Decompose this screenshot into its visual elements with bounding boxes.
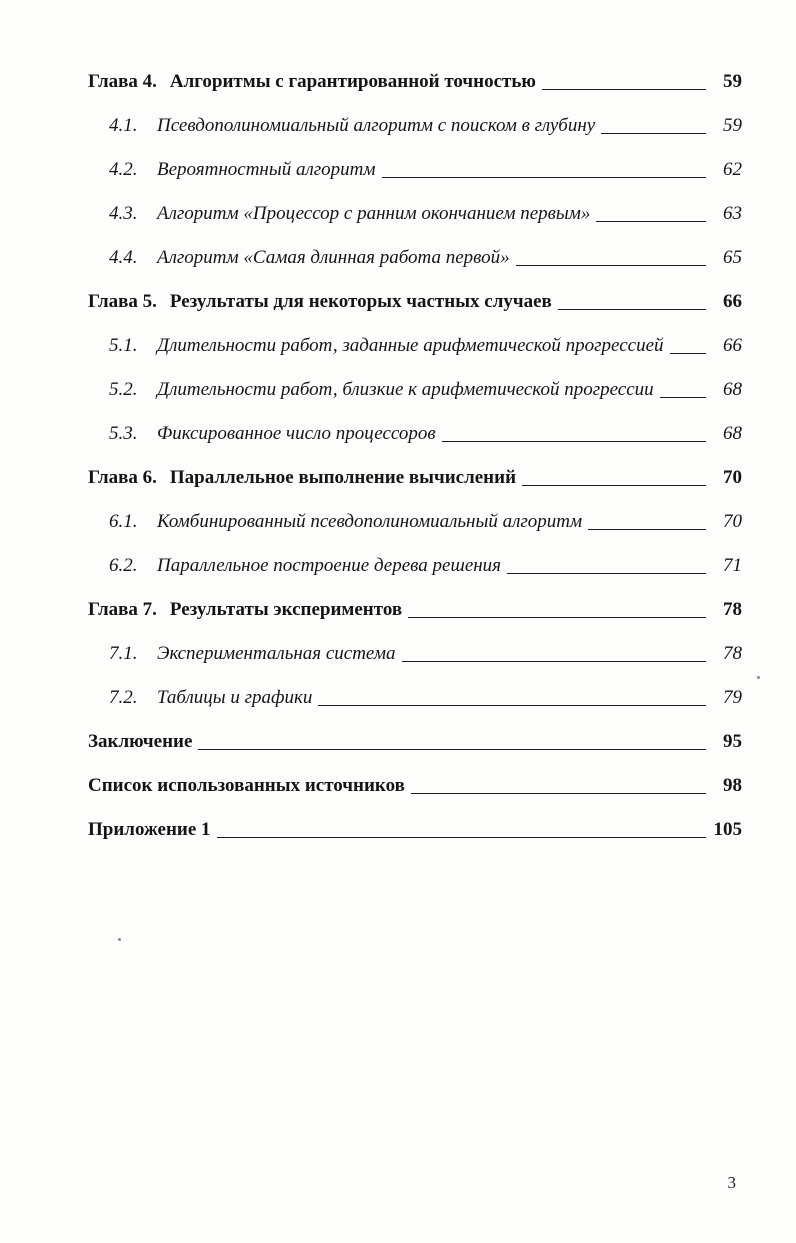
toc-entry-number: 5.3.	[109, 423, 138, 444]
toc-leader-line	[442, 441, 706, 442]
toc-entry	[88, 774, 742, 798]
toc-entry-title: Длительности работ, заданные арифметической прогрессией	[157, 335, 664, 356]
toc-leader-line	[408, 617, 706, 618]
toc-entry	[88, 510, 742, 534]
toc-entry-title: Алгоритмы с гарантированной точностью	[169, 71, 536, 92]
toc-entry-page: 63	[723, 203, 742, 224]
toc-leader-line	[402, 661, 706, 662]
toc-leader-line	[660, 397, 706, 398]
toc-entry-number: 4.2.	[109, 159, 138, 180]
toc-leader-line	[198, 749, 706, 750]
toc-leader-line	[588, 529, 706, 530]
toc-entry	[88, 202, 742, 226]
toc-leader-line	[318, 705, 706, 706]
toc-entry-page: 59	[723, 115, 742, 136]
toc-entry-page: 70	[723, 511, 742, 532]
toc-leader-line	[596, 221, 706, 222]
toc-entry-title: Список использованных источников	[88, 775, 405, 796]
toc-entry-page: 59	[723, 71, 742, 92]
toc-entry-title: Комбинированный псевдополиномиальный алгоритм	[157, 511, 583, 532]
toc-entry-page: 95	[723, 731, 742, 752]
toc-entry	[88, 642, 742, 666]
toc-leader-line	[382, 177, 706, 178]
toc-entry-title: Длительности работ, близкие к арифметической прогрессии	[157, 379, 654, 400]
toc-entry	[88, 730, 742, 754]
toc-entry-number: Глава 5.	[88, 291, 157, 312]
toc-entry-title: Экспериментальная система	[157, 643, 396, 664]
toc-entry-title: Результаты для некоторых частных случаев	[169, 291, 552, 312]
toc-entry-title: Параллельное построение дерева решения	[157, 555, 502, 576]
scan-speck	[757, 676, 760, 679]
toc-entry	[88, 598, 742, 622]
toc-leader-line	[670, 353, 706, 354]
toc-entry-number: 4.4.	[109, 247, 138, 268]
toc-entry-number: 5.1.	[109, 335, 138, 356]
toc-leader-line	[217, 837, 706, 838]
toc-entry	[88, 554, 742, 578]
toc-leader-line	[601, 133, 706, 134]
toc-entry-page: 78	[723, 643, 742, 664]
toc-entry-number: 4.1.	[109, 115, 138, 136]
toc-entry-page: 79	[723, 687, 742, 708]
toc-entry-page: 66	[723, 291, 742, 312]
toc-entry-title: Фиксированное число процессоров	[157, 423, 436, 444]
toc-entry-number: 6.1.	[109, 511, 138, 532]
toc-entry-page: 105	[713, 819, 742, 840]
toc-entry-number: Глава 7.	[88, 599, 157, 620]
toc-entry-page: 68	[723, 423, 742, 444]
toc-entry-title: Алгоритм «Самая длинная работа первой»	[157, 247, 510, 268]
toc-entry-number: 4.3.	[109, 203, 138, 224]
page-number: 3	[727, 1173, 736, 1192]
toc-entry-page: 70	[723, 467, 742, 488]
toc-entry-title: Приложение 1	[88, 819, 211, 840]
toc-leader-line	[522, 485, 706, 486]
toc-entry-number: 7.1.	[109, 643, 138, 664]
toc-entry	[88, 290, 742, 314]
toc-entry	[88, 334, 742, 358]
toc-entry-page: 66	[723, 335, 742, 356]
toc-entry	[88, 378, 742, 402]
toc-entry-page: 68	[723, 379, 742, 400]
toc-entry-title: Таблицы и графики	[157, 687, 313, 708]
toc-entry-title: Параллельное выполнение вычислений	[169, 467, 517, 488]
toc-entry	[88, 818, 742, 842]
toc-leader-line	[507, 573, 706, 574]
toc-entry-title: Псевдополиномиальный алгоритм с поиском в глубину	[157, 115, 596, 136]
toc-entry-page: 71	[723, 555, 742, 576]
toc-entry	[88, 70, 742, 94]
toc-entry-number: 6.2.	[109, 555, 138, 576]
toc-entry-page: 65	[723, 247, 742, 268]
toc-entry-number: Глава 6.	[88, 467, 157, 488]
toc-leader-line	[558, 309, 706, 310]
toc-entry-title: Заключение	[88, 731, 193, 752]
toc-entry-number: Глава 4.	[88, 71, 157, 92]
toc-entry	[88, 686, 742, 710]
toc-entry	[88, 466, 742, 490]
toc-leader-line	[411, 793, 706, 794]
toc-entry-page: 78	[723, 599, 742, 620]
toc-entry	[88, 246, 742, 270]
toc-entry-title: Алгоритм «Процессор с ранним окончанием первым»	[157, 203, 591, 224]
toc-entry	[88, 114, 742, 138]
scan-speck	[118, 938, 121, 941]
toc-leader-line	[516, 265, 706, 266]
toc-entry-title: Вероятностный алгоритм	[157, 159, 376, 180]
toc-entry-page: 62	[723, 159, 742, 180]
toc-entry-number: 5.2.	[109, 379, 138, 400]
toc-leader-line	[542, 89, 706, 90]
toc-entry-title: Результаты экспериментов	[169, 599, 403, 620]
toc-entry	[88, 158, 742, 182]
toc-entry	[88, 422, 742, 446]
toc-entry-number: 7.2.	[109, 687, 138, 708]
toc-entry-page: 98	[723, 775, 742, 796]
